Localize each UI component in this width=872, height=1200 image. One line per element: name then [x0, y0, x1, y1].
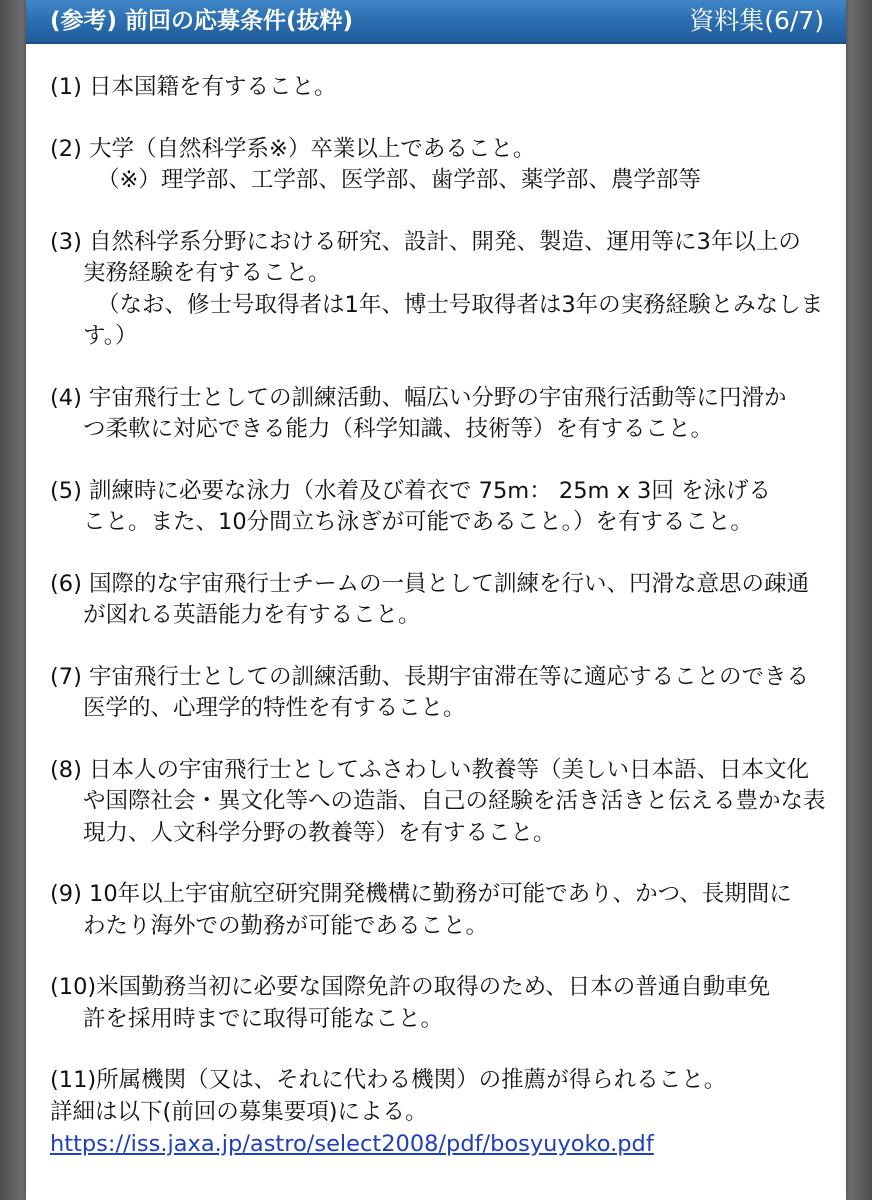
condition-line: や国際社会・異文化等への造詣、自己の経験を活き活きと伝える豊かな表	[83, 788, 826, 814]
condition-line: (6) 国際的な宇宙飛行士チームの一員として訓練を行い、円滑な意思の疎通	[50, 570, 810, 597]
condition-line: 医学的、心理学的特性を有すること。	[83, 695, 466, 721]
page-label: 資料集(6/7)	[689, 6, 824, 35]
condition-line: わたり海外での勤務が可能であること。	[83, 912, 489, 939]
condition-line: (8) 日本人の宇宙飛行士としてふさわしい教養等（美しい日本語、日本文化	[50, 756, 810, 783]
conditions-list	[50, 72, 840, 1127]
condition-line: (5) 訓練時に必要な泳力（水着及び着衣で 75m： 25m x 3回 を泳げる	[50, 477, 772, 504]
footer-reference	[50, 1096, 654, 1160]
condition-line: (10)米国勤務当初に必要な国際免許の取得のため、日本の普通自動車免	[50, 974, 771, 1000]
left-frame-border	[0, 0, 26, 1200]
condition-line: つ柔軟に対応できる能力（科学知識、技術等）を有すること。	[83, 416, 714, 442]
condition-item-4	[50, 383, 840, 446]
condition-line: (4) 宇宙飛行士としての訓練活動、幅広い分野の宇宙飛行活動等に円滑か	[50, 384, 787, 411]
condition-line: こと。また、10分間立ち泳ぎが可能であること。）を有すること。	[83, 509, 753, 535]
condition-note-line: す。）	[83, 323, 138, 349]
guidelines-link[interactable]: https://iss.jaxa.jp/astro/select2008/pdf/bosyuyoko.pdf	[50, 1131, 654, 1157]
slide-page	[26, 0, 846, 1200]
condition-line: (11)所属機関（又は、それに代わる機関）の推薦が得られること。	[50, 1067, 727, 1093]
condition-line: 現力、人文科学分野の教養等）を有すること。	[83, 819, 556, 846]
condition-note-line: （なお、修士号取得者は1年、博士号取得者は3年の実務経験とみなしま	[97, 291, 824, 318]
condition-line: が図れる英語能力を有すること。	[83, 602, 421, 628]
condition-line: (9) 10年以上宇宙航空研究開発機構に勤務が可能であり、かつ、長期間に	[50, 881, 792, 907]
slide-header-bar	[26, 0, 846, 44]
condition-line: 許を採用時までに取得可能なこと。	[83, 1005, 444, 1032]
condition-line: (1) 日本国籍を有すること。	[50, 74, 337, 100]
condition-line: (2) 大学（自然科学系※）卒業以上であること。	[50, 135, 536, 162]
condition-item-5	[50, 476, 840, 539]
slide-title: (参考) 前回の応募条件(抜粋)	[50, 8, 354, 34]
condition-item-1	[50, 72, 840, 104]
condition-line: 実務経験を有すること。	[83, 260, 331, 286]
condition-note-line: （※）理学部、工学部、医学部、歯学部、薬学部、農学部等	[97, 167, 701, 193]
condition-item-9	[50, 879, 840, 942]
condition-item-8	[50, 755, 840, 850]
condition-item-2	[50, 134, 840, 197]
condition-line: (3) 自然科学系分野における研究、設計、開発、製造、運用等に3年以上の	[50, 228, 801, 255]
condition-item-3	[50, 227, 840, 353]
condition-item-11	[50, 1065, 840, 1097]
footer-note: 詳細は以下(前回の募集要項)による。	[50, 1099, 428, 1125]
right-frame-border	[846, 0, 872, 1200]
condition-line: (7) 宇宙飛行士としての訓練活動、長期宇宙滞在等に適応することのできる	[50, 663, 810, 690]
condition-item-10	[50, 972, 840, 1035]
condition-item-6	[50, 569, 840, 632]
condition-item-7	[50, 662, 840, 725]
